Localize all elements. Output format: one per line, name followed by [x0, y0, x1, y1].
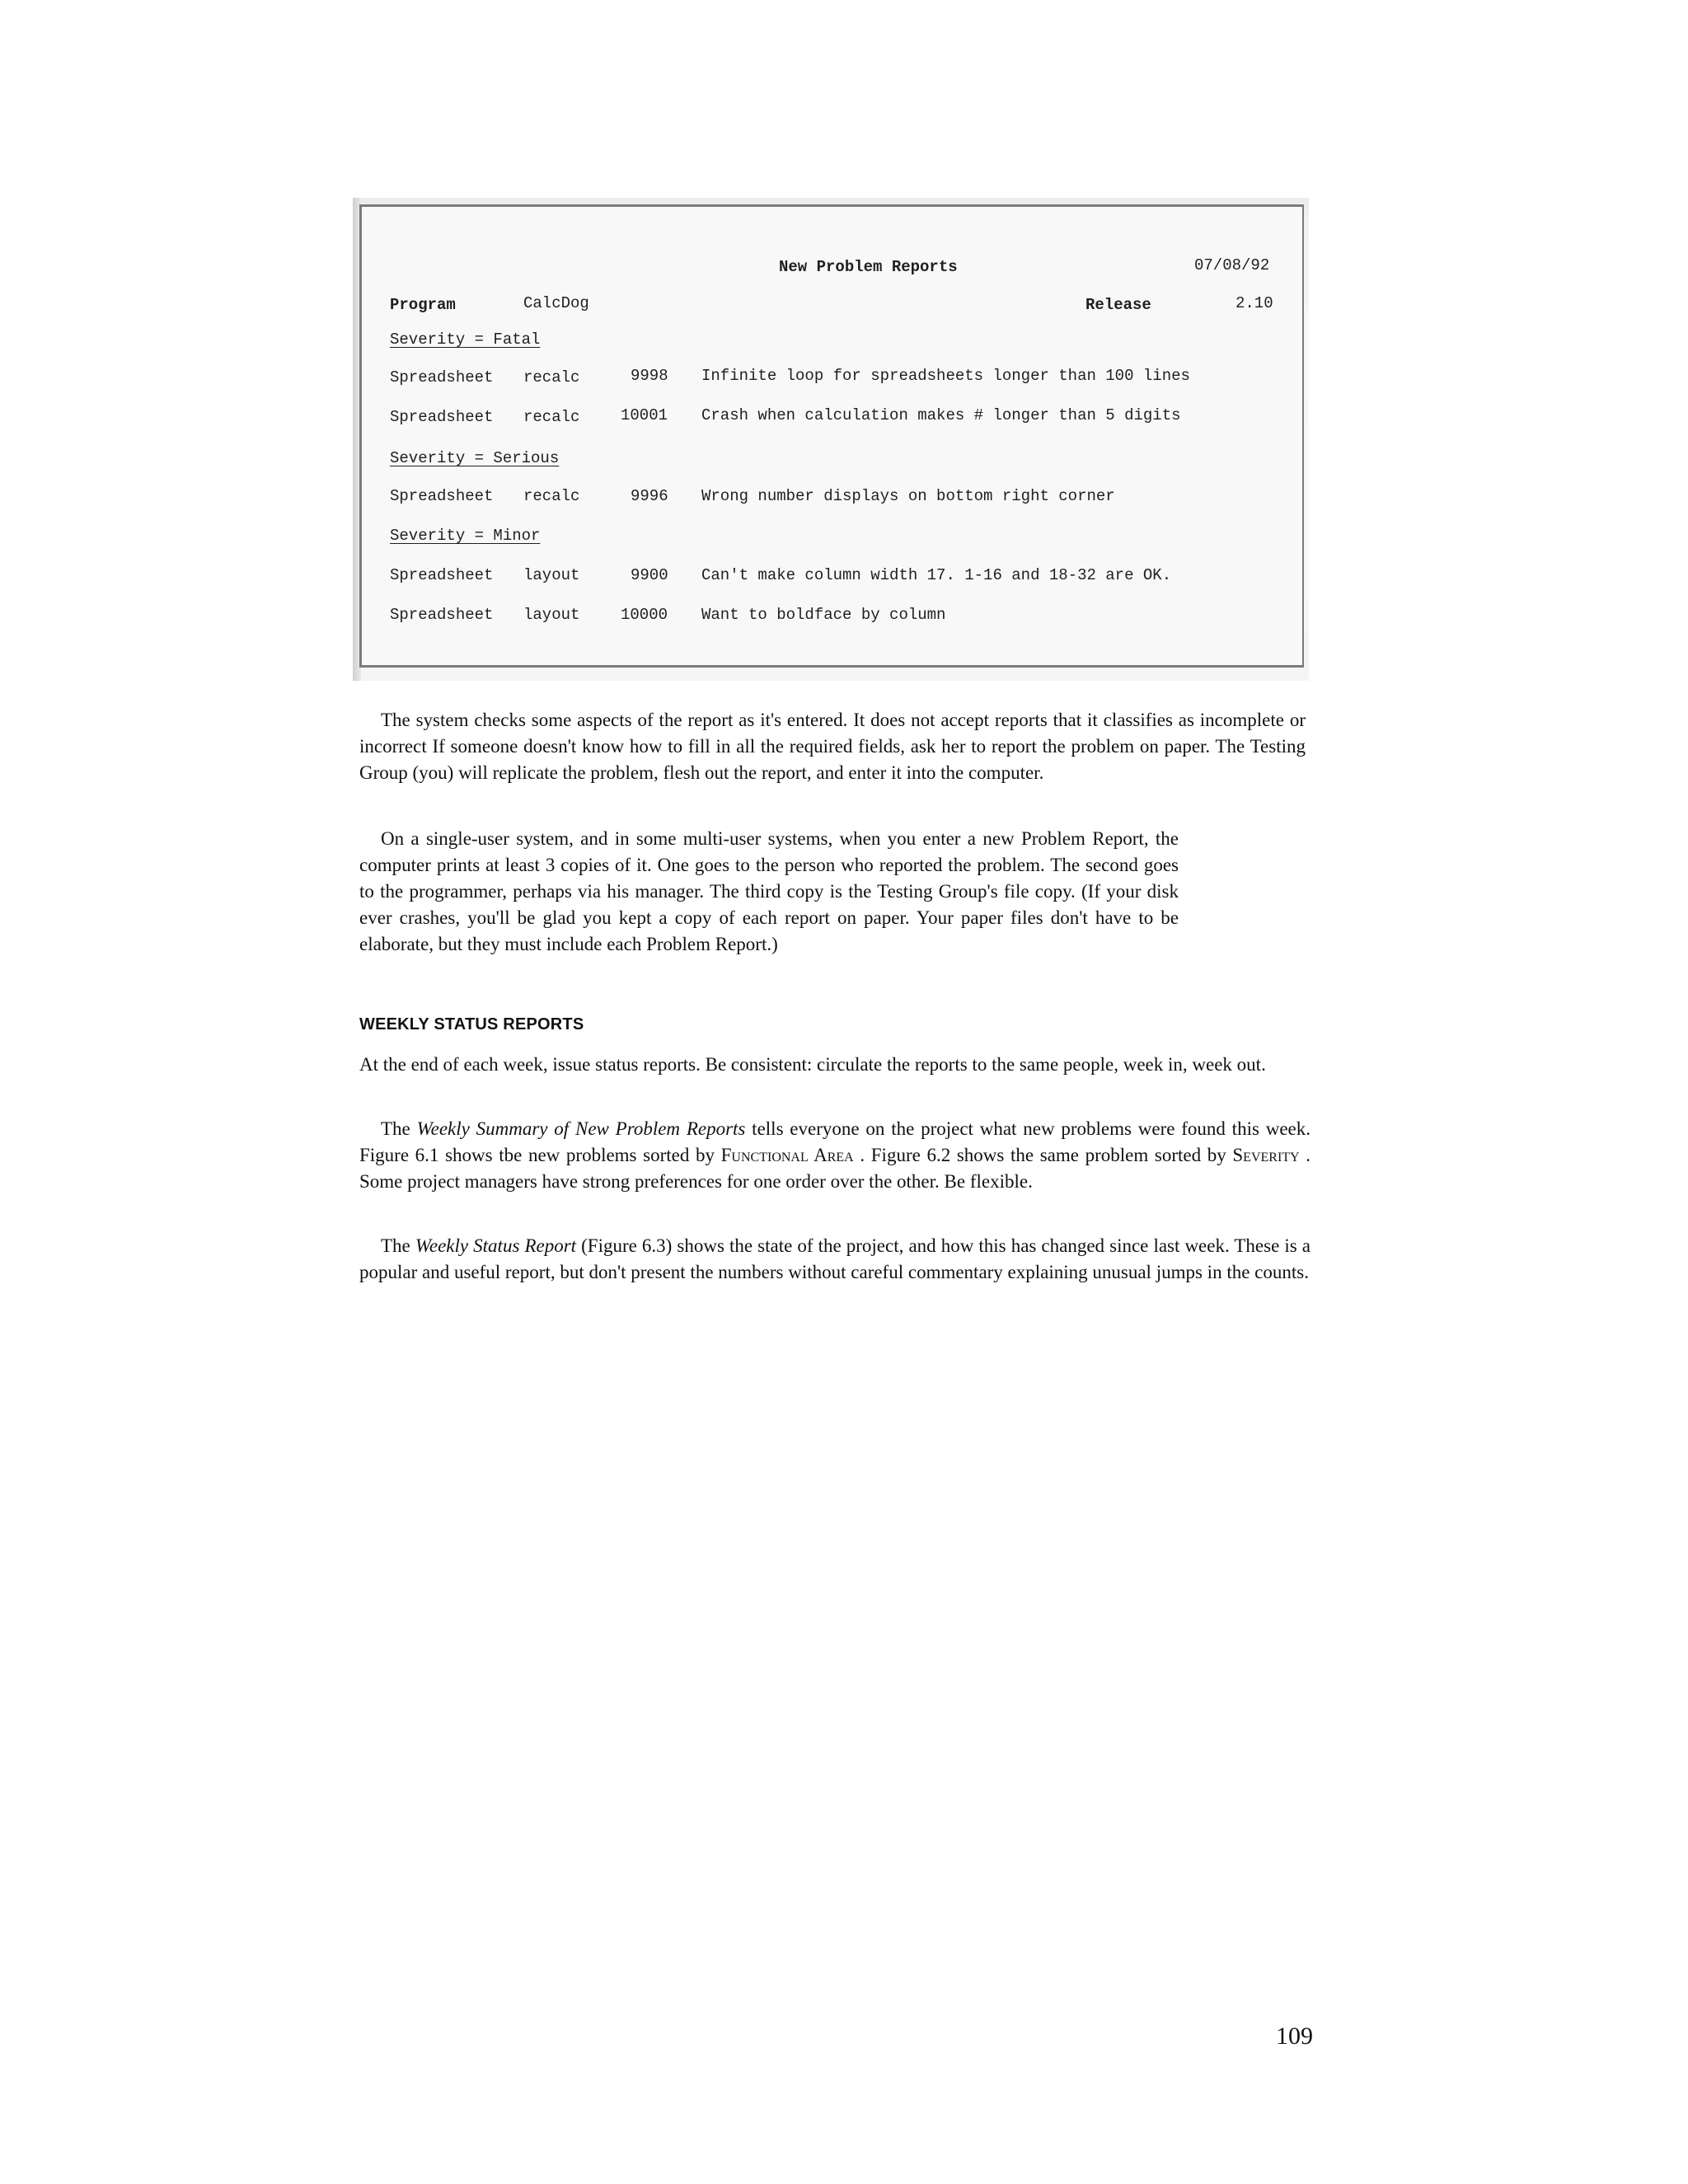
paragraph-report-entry: The system checks some aspects of the report as it's entered. It does not accept reports that it classifies as incomplete or incorrect If someone doesn't know how to fill in all the required fields, ask her to report the problem on paper. The Testing Group (you) will replicate the problem, flesh out the report, and enter it into the computer.: [359, 710, 1306, 783]
severity-serious-heading: Severity = Serious: [390, 449, 560, 467]
report-title: New Problem Reports: [779, 258, 958, 276]
report-date: 07/08/92: [1194, 256, 1270, 274]
section-heading: WEEKLY STATUS REPORTS: [359, 1015, 584, 1033]
text-span: The: [381, 1118, 417, 1139]
emphasis-text: Weekly Status Report: [415, 1235, 577, 1256]
row-description: Want to boldface by column: [701, 606, 946, 624]
row-subarea: layout: [523, 566, 580, 584]
row-description: Can't make column width 17. 1-16 and 18-32 are OK.: [701, 566, 1172, 584]
small-caps-text: Functional Area: [720, 1145, 854, 1165]
text-span: tells everyone on the project what new problems were found this week. Figure 6.1 shows tbe new problems sorted by: [359, 1118, 1311, 1165]
program-label: Program: [390, 296, 456, 314]
row-area: Spreadsheet: [390, 487, 494, 505]
page-number: 109: [1276, 2022, 1313, 2050]
report-printout: [359, 204, 1304, 668]
problem-report-figure: [353, 198, 1309, 681]
row-subarea: recalc: [523, 368, 580, 387]
row-subarea: recalc: [523, 408, 580, 426]
text-span: (Figure 6.3) shows the state of the project, and how this has changed since last week. These is a popular and useful report, but don't present the numbers without careful commentary explaining unusual jumps in the counts.: [359, 1235, 1311, 1282]
row-description: Infinite loop for spreadsheets longer than 100 lines: [701, 367, 1190, 385]
row-area: Spreadsheet: [390, 368, 494, 387]
row-description: Wrong number displays on bottom right corner: [701, 487, 1115, 505]
small-caps-text: Severity: [1232, 1145, 1300, 1165]
row-subarea: layout: [523, 606, 580, 624]
row-subarea: recalc: [523, 487, 580, 505]
text-span: . Figure 6.2 shows the same problem sorted by: [853, 1145, 1233, 1165]
paragraph-weekly-summary: [359, 1116, 1311, 1195]
row-number: 9998: [631, 367, 668, 385]
text-span: . Some project managers have strong preferences for one order over the other. Be flexible.: [359, 1145, 1311, 1192]
row-number: 10000: [621, 606, 668, 624]
text-span: The: [381, 1235, 415, 1256]
paragraph-report-copies: On a single-user system, and in some multi-user systems, when you enter a new Problem Report, the computer prints at least 3 copies of it. One goes to the person who reported the problem. The second goes to the programmer, perhaps via his manager. The third copy is the Testing Group's file copy. (If your disk ever crashes, you'll be glad you kept a copy of each report on paper. Your paper files don't have to be elaborate, but they must include each Problem Report.): [359, 828, 1179, 954]
row-area: Spreadsheet: [390, 606, 494, 624]
release-value: 2.10: [1236, 294, 1273, 312]
row-number: 10001: [621, 406, 668, 424]
row-number: 9900: [631, 566, 668, 584]
severity-fatal-heading: Severity = Fatal: [390, 330, 541, 349]
row-area: Spreadsheet: [390, 566, 494, 584]
release-label: Release: [1085, 296, 1151, 314]
row-number: 9996: [631, 487, 668, 505]
severity-minor-heading: Severity = Minor: [390, 527, 541, 545]
row-area: Spreadsheet: [390, 408, 494, 426]
paragraph-weekly-status: [359, 1233, 1311, 1286]
row-description: Crash when calculation makes # longer than 5 digits: [701, 406, 1181, 424]
program-value: CalcDog: [523, 294, 589, 312]
paragraph-status-intro: At the end of each week, issue status reports. Be consistent: circulate the reports to the same people, week in, week out.: [359, 1054, 1266, 1075]
emphasis-text: Weekly Summary of New Problem Reports: [416, 1118, 746, 1139]
